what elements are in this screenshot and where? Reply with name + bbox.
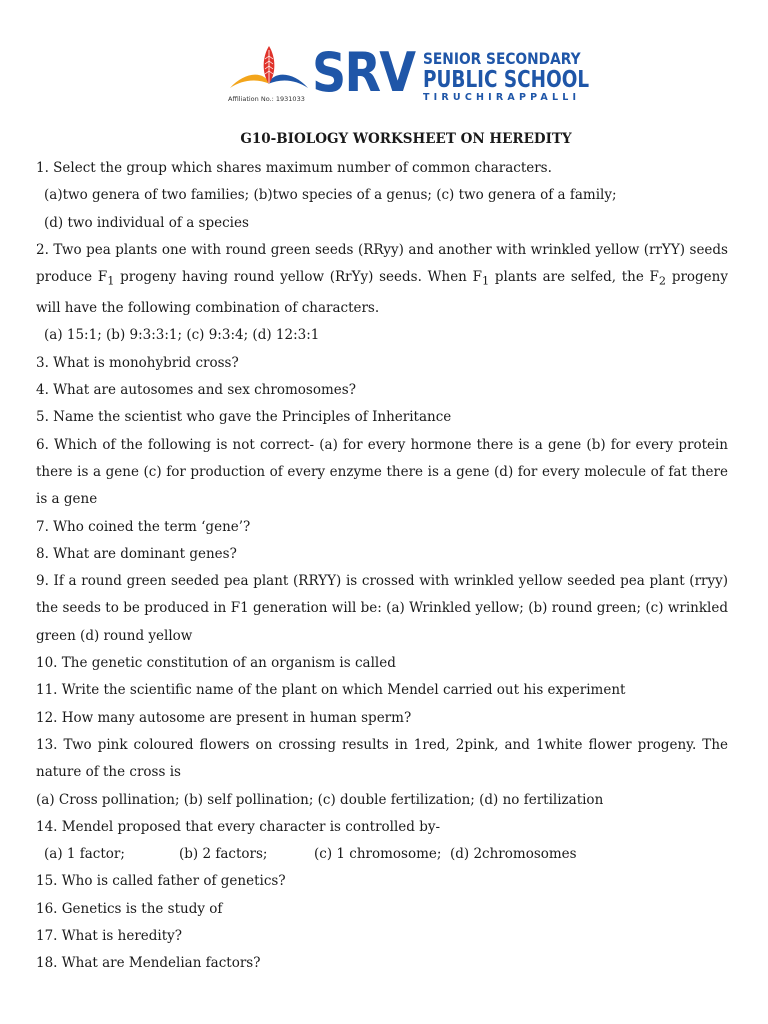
question-2 xyxy=(36,237,728,323)
question-14: 14. Mendel proposed that every character is controlled by- xyxy=(36,818,441,835)
question-5: 5. Name the scientist who gave the Principles of Inheritance xyxy=(36,409,452,426)
question-18: 18. What are Mendelian factors? xyxy=(36,955,261,972)
question-8: 8. What are dominant genes? xyxy=(36,545,237,562)
subscript-f1: 1 xyxy=(481,274,490,288)
question-list xyxy=(36,155,728,978)
question-2-part-b: progeny having round yellow (RrYy) seeds. When F xyxy=(114,269,482,286)
question-3: 3. What is monohybrid cross? xyxy=(36,354,239,371)
question-2-options: (a) 15:1; (b) 9:3:3:1; (c) 9:3:4; (d) 12:3:1 xyxy=(44,327,320,344)
question-2-part-a: 2. Two pea plants one with round green seeds (RRyy) and another with wrinkled yellow (rrYY) seeds produce F xyxy=(36,241,728,286)
option-c: (c) 1 chromosome; xyxy=(314,846,442,863)
school-name xyxy=(423,49,631,104)
question-17: 17. What is heredity? xyxy=(36,928,183,944)
question-14-options xyxy=(36,841,728,868)
subscript-f1: 1 xyxy=(107,274,115,288)
question-16: 16. Genetics is the study of xyxy=(36,900,223,917)
question-1-options-a: (a)two genera of two families; (b)two species of a genus; (c) two genera of a family; xyxy=(44,187,617,204)
school-logo xyxy=(226,41,590,106)
question-13-options: (a) Cross pollination; (b) self pollination; (c) double fertilization; (d) no fertilization xyxy=(36,791,604,808)
school-emblem-icon xyxy=(226,44,312,94)
question-11: 11. Write the scientific name of the plant on which Mendel carried out his experiment xyxy=(36,682,626,699)
question-9: 9. If a round green seeded pea plant (RRYY) is crossed with wrinkled yellow seeded pea plant (rryy) the seeds to be produced in F1 generation will be: (a) Wrinkled yellow; (b) round green; (c) wrinkled green (d) round yellow xyxy=(36,573,728,644)
question-15: 15. Who is called father of genetics? xyxy=(36,873,286,890)
option-d: (d) 2chromosomes xyxy=(450,846,577,863)
brand-letters: SRV xyxy=(312,41,415,104)
question-13: 13. Two pink coloured flowers on crossing results in 1red, 2pink, and 1white flower progeny. The nature of the cross is xyxy=(36,736,728,781)
affiliation-number: Affiliation No.: 1931033 xyxy=(228,95,305,103)
question-10: 10. The genetic constitution of an organism is called xyxy=(36,655,396,672)
question-7: 7. Who coined the term ‘gene’? xyxy=(36,518,251,535)
question-6: 6. Which of the following is not correct- (a) for every hormone there is a gene (b) for every protein there is a gene (c) for production of every enzyme there is a gene (d) for every molecule of fat there is a gene xyxy=(36,436,728,508)
school-name-line2: PUBLIC SCHOOL xyxy=(423,67,590,93)
question-1: 1. Select the group which shares maximum number of common characters. xyxy=(36,160,552,176)
school-city: TIRUCHIRAPPALLI xyxy=(423,92,581,103)
question-2-part-d: progeny will have the following combination of characters. xyxy=(36,269,728,317)
question-2-part-c: plants are selfed, the F xyxy=(489,269,659,286)
question-12: 12. How many autosome are present in human sperm? xyxy=(36,709,412,726)
worksheet-title: G10-BIOLOGY WORKSHEET ON HEREDITY xyxy=(240,131,572,147)
option-a: (a) 1 factor; xyxy=(44,846,125,863)
option-b: (b) 2 factors; xyxy=(179,846,268,863)
school-name-line1: SENIOR SECONDARY xyxy=(423,49,581,68)
question-1-options-b: (d) two individual of a species xyxy=(44,214,249,231)
question-4: 4. What are autosomes and sex chromosomes? xyxy=(36,382,356,399)
subscript-f2: 2 xyxy=(658,274,667,288)
